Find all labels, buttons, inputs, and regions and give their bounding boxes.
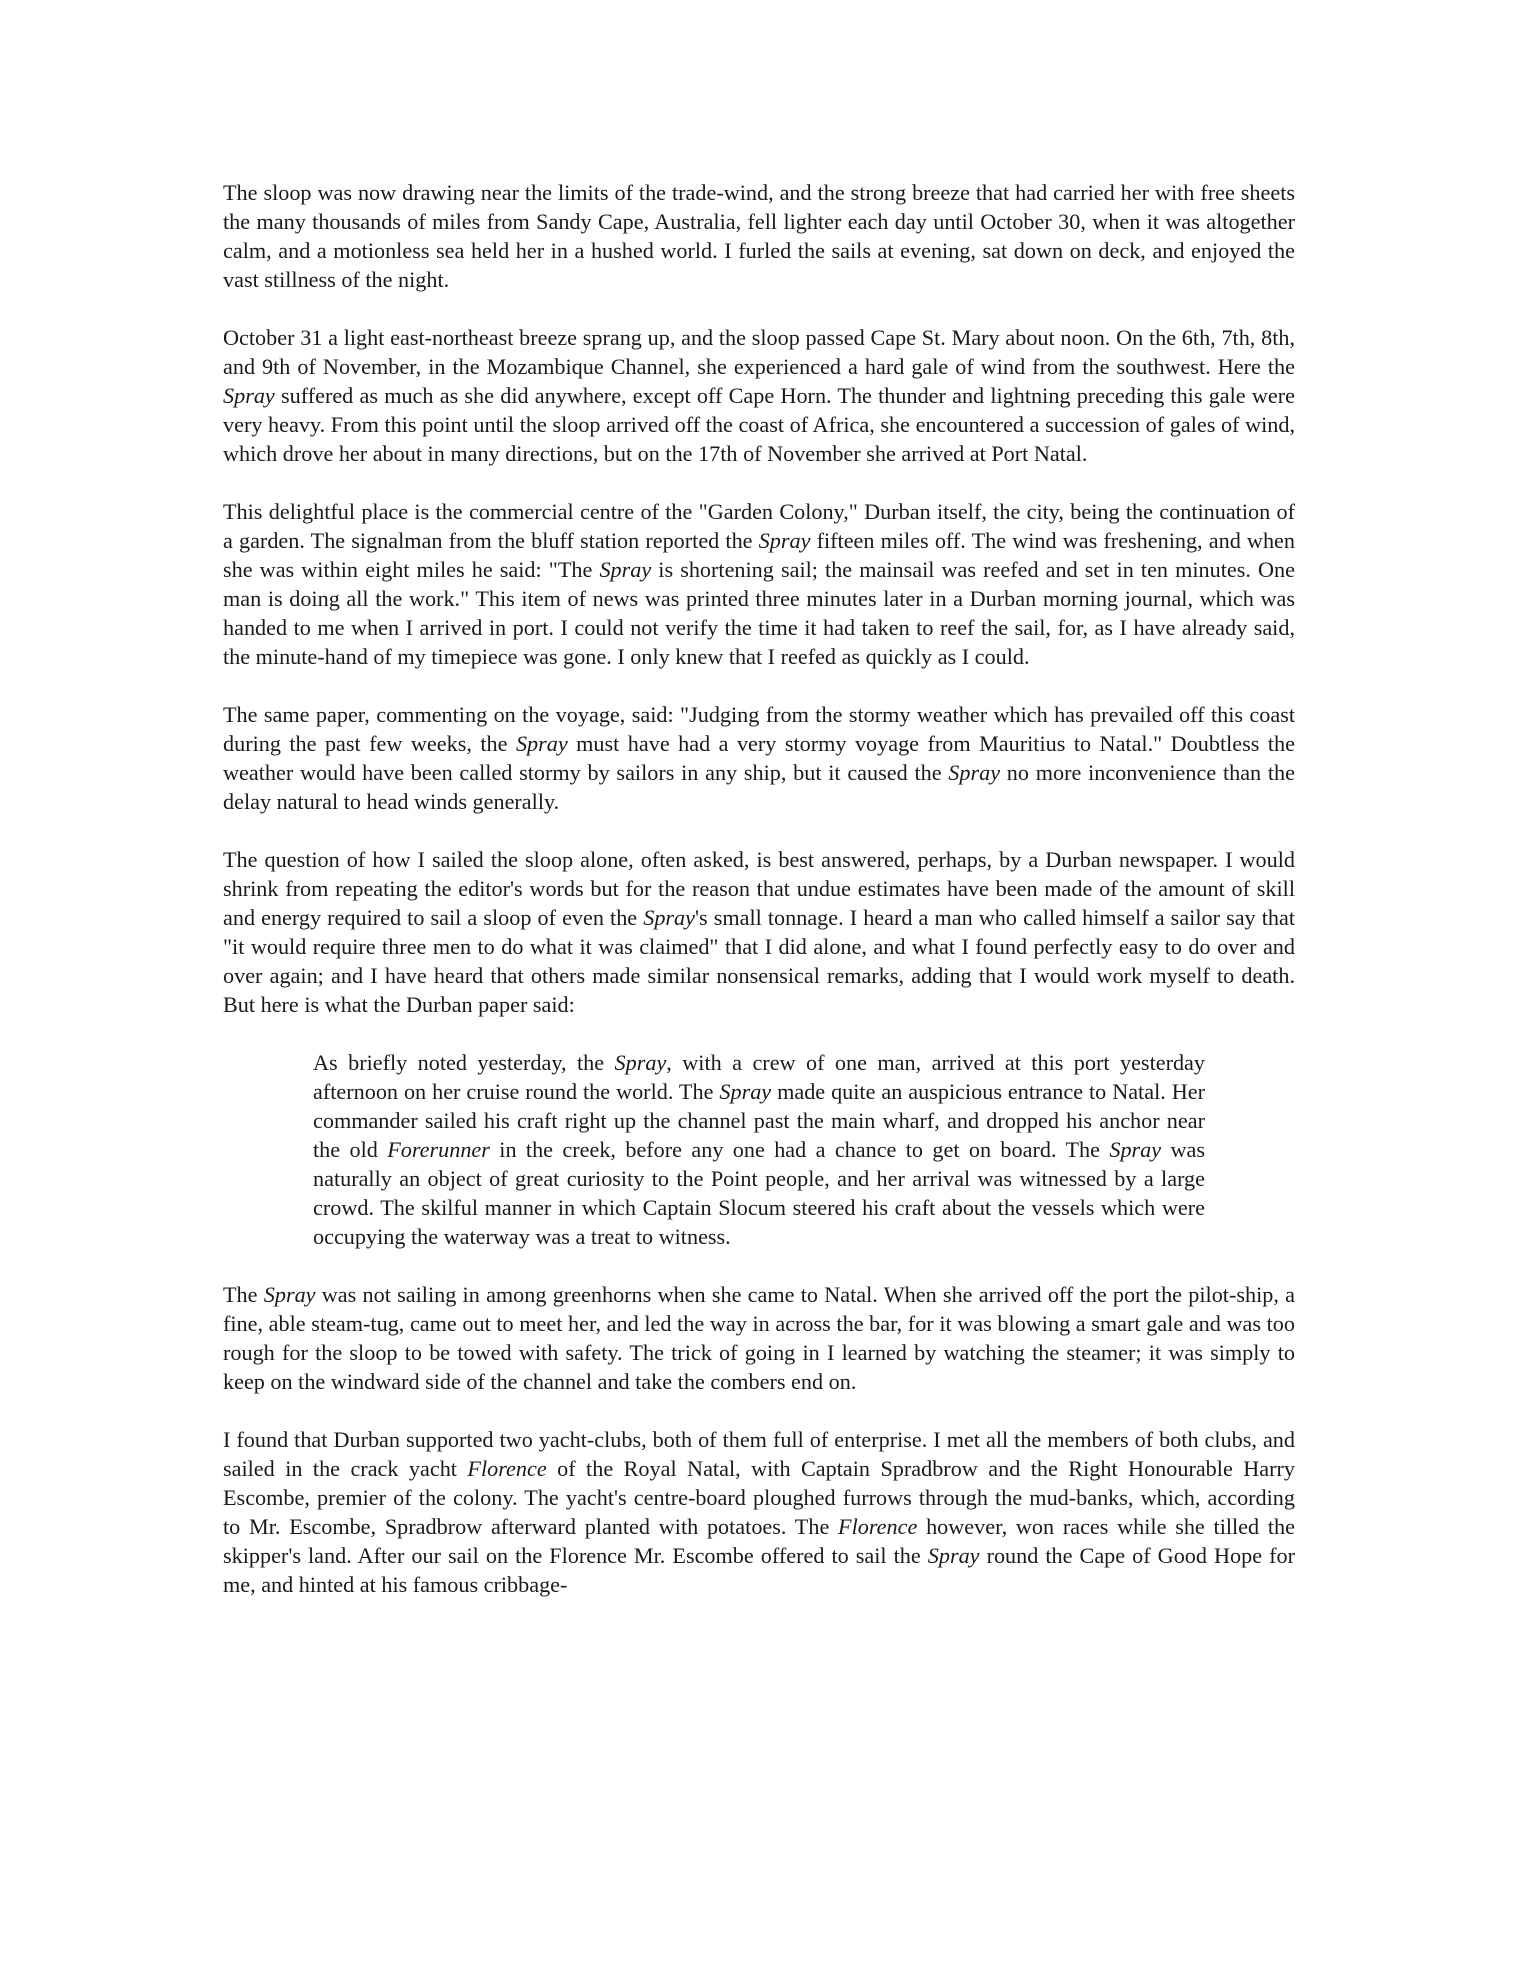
italic-text: Spray [1109, 1137, 1162, 1162]
paragraph-6: The Spray was not sailing in among greenhorns when she came to Natal. When she arrived off the port the pilot-ship, a fine, able steam-tug, came out to meet her, and led the way in across the bar, for it was blowing a smart gale and was too rough for the sloop to be towed with safety. The trick of going in I learned by watching the steamer; it was simply to keep on the windward side of the channel and take the combers end on. [223, 1282, 1295, 1394]
paragraph-3: This delightful place is the commercial centre of the "Garden Colony," Durban itself, the city, being the continuation of a garden. The signalman from the bluff station reported the Spray fifteen miles off. The wind was freshening, and when she was within eight miles he said: "The Spray is shortening sail; the mainsail was reefed and set in ten minutes. One man is doing all the work." This item of news was printed three minutes later in a Durban morning journal, which was handed to me when I arrived in port. I could not verify the time it had taken to reef the sail, for, as I have already said, the minute-hand of my timepiece was gone. I only knew that I reefed as quickly as I could. [223, 499, 1295, 669]
italic-text: Spray [927, 1543, 980, 1568]
italic-text: Spray [948, 760, 1001, 785]
italic-text: Spray [643, 905, 695, 930]
paragraph-2: October 31 a light east-northeast breeze sprang up, and the sloop passed Cape St. Mary about noon. On the 6th, 7th, 8th, and 9th of November, in the Mozambique Channel, she experienced a hard gale of wind from the southwest. Here the Spray suffered as much as she did anywhere, except off Cape Horn. The thunder and lightning preceding this gale were very heavy. From this point until the sloop arrived off the coast of Africa, she encountered a succession of gales of wind, which drove her about in many directions, but on the 17th of November she arrived at Port Natal. [223, 325, 1295, 466]
document-page [223, 178, 1295, 1599]
paragraph-7: I found that Durban supported two yacht-clubs, both of them full of enterprise. I met all the members of both clubs, and sailed in the crack yacht Florence of the Royal Natal, with Captain Spradbrow and the Right Honourable Harry Escombe, premier of the colony. The yacht's centre-board ploughed furrows through the mud-banks, which, according to Mr. Escombe, Spradbrow afterward planted with potatoes. The Florence however, won races while she tilled the skipper's land. After our sail on the Florence Mr. Escombe offered to sail the Spray round the Cape of Good Hope for me, and hinted at his famous cribbage- [223, 1427, 1295, 1597]
paragraph-5: The question of how I sailed the sloop alone, often asked, is best answered, perhaps, by a Durban newspaper. I would shrink from repeating the editor's words but for the reason that undue estimates have been made of the amount of skill and energy required to sail a sloop of even the Spray's small tonnage. I heard a man who called himself a sailor say that "it would require three men to do what it was claimed" that I did alone, and what I found perfectly easy to do over and over again; and I have heard that others made similar nonsensical remarks, adding that I would work myself to death. But here is what the Durban paper said: [223, 847, 1295, 1017]
italic-text: Spray [223, 383, 275, 408]
italic-text: Spray [515, 731, 568, 756]
italic-text: Spray [614, 1050, 667, 1075]
italic-text: Florence [467, 1456, 547, 1481]
paragraph-4: The same paper, commenting on the voyage, said: "Judging from the stormy weather which has prevailed off this coast during the past few weeks, the Spray must have had a very stormy voyage from Mauritius to Natal." Doubtless the weather would have been called stormy by sailors in any ship, but it caused the Spray no more inconvenience than the delay natural to head winds generally. [223, 702, 1295, 814]
italic-text: Spray [599, 557, 652, 582]
paragraph-1: The sloop was now drawing near the limits of the trade-wind, and the strong breeze that had carried her with free sheets the many thousands of miles from Sandy Cape, Australia, fell lighter each day until October 30, when it was altogether calm, and a motionless sea held her in a hushed world. I furled the sails at evening, sat down on deck, and enjoyed the vast stillness of the night. [223, 180, 1295, 292]
italic-text: Florence [838, 1514, 918, 1539]
italic-text: Spray [758, 528, 811, 553]
italic-text: Forerunner [387, 1137, 490, 1162]
italic-text: Spray [719, 1079, 772, 1104]
italic-text: Spray [263, 1282, 316, 1307]
newspaper-quote: As briefly noted yesterday, the Spray, with a crew of one man, arrived at this port yesterday afternoon on her cruise round the world. The Spray made quite an auspicious entrance to Natal. Her commander sailed his craft right up the channel past the main wharf, and dropped his anchor near the old Forerunner in the creek, before any one had a chance to get on board. The Spray was naturally an object of great curiosity to the Point people, and her arrival was witnessed by a large crowd. The skilful manner in which Captain Slocum steered his craft about the vessels which were occupying the waterway was a treat to witness. [313, 1050, 1206, 1249]
